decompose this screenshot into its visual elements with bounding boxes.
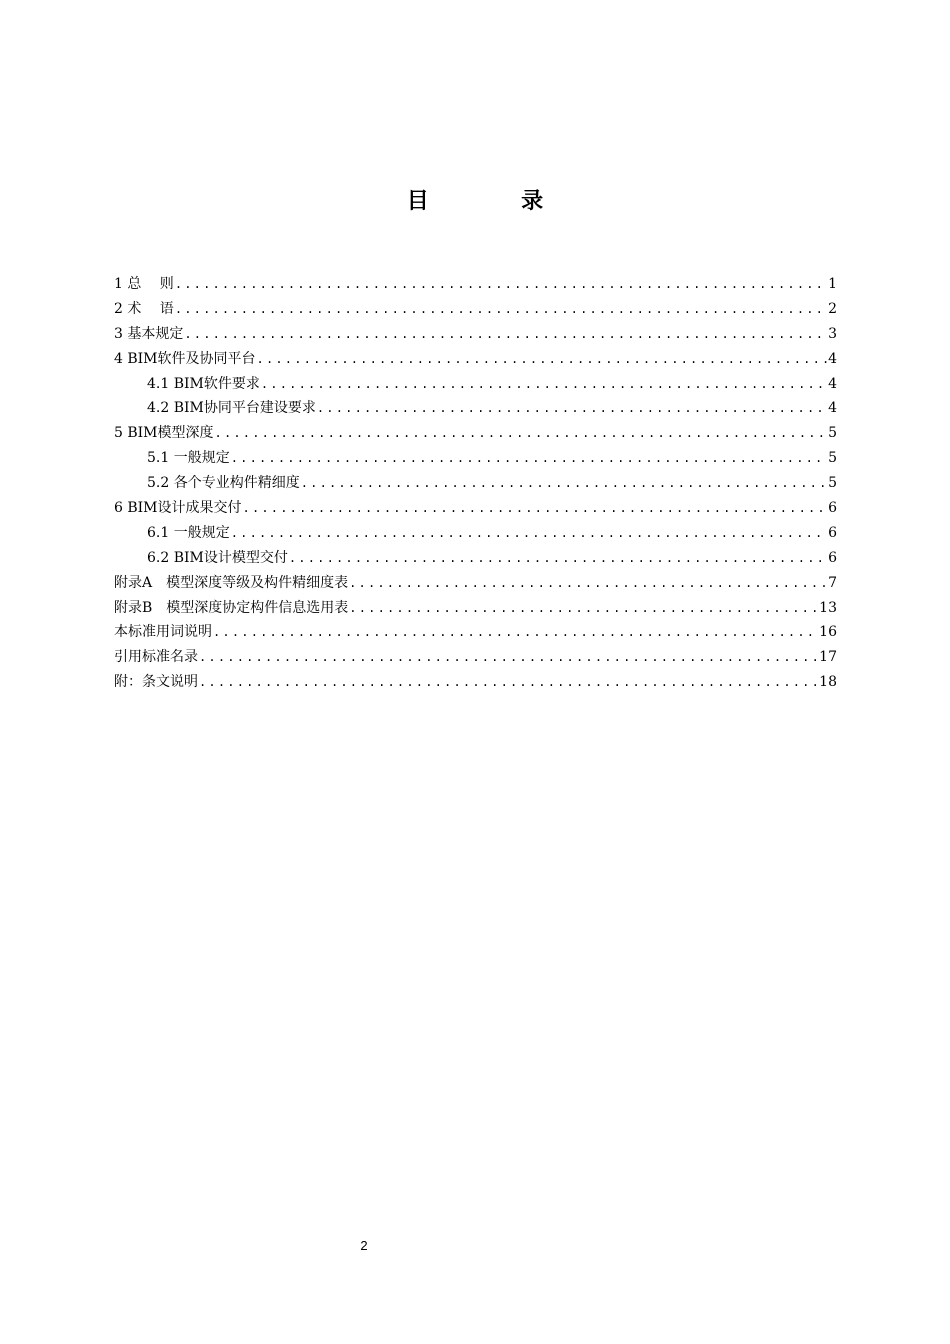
toc-entry-page: 6	[828, 500, 837, 517]
toc-entry-label: 本标准用词说明	[114, 624, 212, 641]
toc-entry-label: 3 基本规定	[114, 325, 184, 342]
toc-entry-page: 4	[828, 375, 837, 392]
toc-entry-page: 5	[828, 450, 837, 467]
page-title: 目 录	[406, 188, 579, 214]
toc-entry[interactable]	[114, 521, 837, 546]
toc-entry[interactable]	[114, 396, 837, 421]
toc-entry-page: 13	[819, 599, 837, 616]
toc-entry-page: 5	[828, 475, 837, 492]
toc-entry-page: 4	[828, 400, 837, 417]
toc-entry-page: 7	[828, 574, 837, 591]
toc-entry[interactable]	[114, 620, 837, 645]
toc-entry-label: 5.1 一般规定	[147, 450, 230, 467]
toc-entry[interactable]	[114, 471, 837, 496]
toc-entry[interactable]	[114, 596, 837, 621]
toc-entry-page: 6	[828, 524, 837, 541]
toc-leader-dots	[261, 372, 827, 397]
toc-entry-label: 附：条文说明	[114, 674, 198, 691]
toc-entry-label: 4 BIM软件及协同平台	[114, 350, 256, 367]
toc-entry-page: 3	[828, 325, 837, 342]
toc-entry[interactable]	[114, 670, 837, 695]
toc-entry-page: 17	[819, 649, 837, 666]
toc-leader-dots	[175, 272, 827, 297]
toc-entry-label: 6.2 BIM设计模型交付	[147, 549, 288, 566]
toc-leader-dots	[257, 347, 828, 372]
toc-entry-label: 1 总 则	[114, 276, 174, 292]
toc-leader-dots	[349, 596, 818, 621]
toc-entry[interactable]	[114, 645, 837, 670]
toc-leader-dots	[349, 571, 827, 596]
toc-entry-label: 4.2 BIM协同平台建设要求	[147, 400, 316, 417]
toc-leader-dots	[199, 645, 818, 670]
toc-entry-label: 附录B 模型深度协定构件信息选用表	[114, 599, 349, 616]
toc-leader-dots	[199, 670, 818, 695]
toc-leader-dots	[301, 471, 827, 496]
page-number: 2	[360, 1238, 368, 1253]
toc-entry[interactable]	[114, 297, 837, 322]
toc-entry-page: 18	[819, 674, 837, 691]
toc-leader-dots	[289, 546, 827, 571]
toc-entry[interactable]	[114, 272, 837, 297]
toc-entry-label: 6 BIM设计成果交付	[114, 500, 242, 517]
toc-entry[interactable]	[114, 446, 837, 471]
toc-leader-dots	[243, 496, 828, 521]
toc-entry-page: 2	[828, 300, 837, 317]
toc-entry-page: 6	[828, 549, 837, 566]
toc-entry-page: 1	[828, 276, 837, 292]
toc-entry[interactable]	[114, 496, 837, 521]
toc-entry-label: 2 术 语	[114, 300, 174, 317]
toc-leader-dots	[231, 521, 827, 546]
toc-entry-label: 5.2 各个专业构件精细度	[147, 475, 300, 492]
toc-entry[interactable]	[114, 372, 837, 397]
toc-leader-dots	[317, 396, 827, 421]
toc-leader-dots	[213, 620, 818, 645]
toc-entry[interactable]	[114, 546, 837, 571]
toc-entry-page: 16	[819, 624, 837, 641]
toc-entry-label: 5 BIM模型深度	[114, 425, 214, 442]
toc-entry[interactable]	[114, 347, 837, 372]
toc-entry[interactable]	[114, 322, 837, 347]
table-of-contents	[114, 272, 837, 695]
toc-leader-dots	[231, 446, 827, 471]
toc-entry[interactable]	[114, 421, 837, 446]
toc-entry-label: 6.1 一般规定	[147, 524, 230, 541]
toc-leader-dots	[184, 322, 827, 347]
toc-entry-label: 附录A 模型深度等级及构件精细度表	[114, 574, 349, 591]
toc-entry-label: 引用标准名录	[114, 649, 198, 666]
toc-entry-label: 4.1 BIM软件要求	[147, 375, 260, 392]
toc-leader-dots	[175, 297, 827, 322]
toc-entry-page: 5	[828, 425, 837, 442]
toc-entry-page: 4	[828, 350, 837, 367]
toc-leader-dots	[215, 421, 828, 446]
toc-entry[interactable]	[114, 571, 837, 596]
